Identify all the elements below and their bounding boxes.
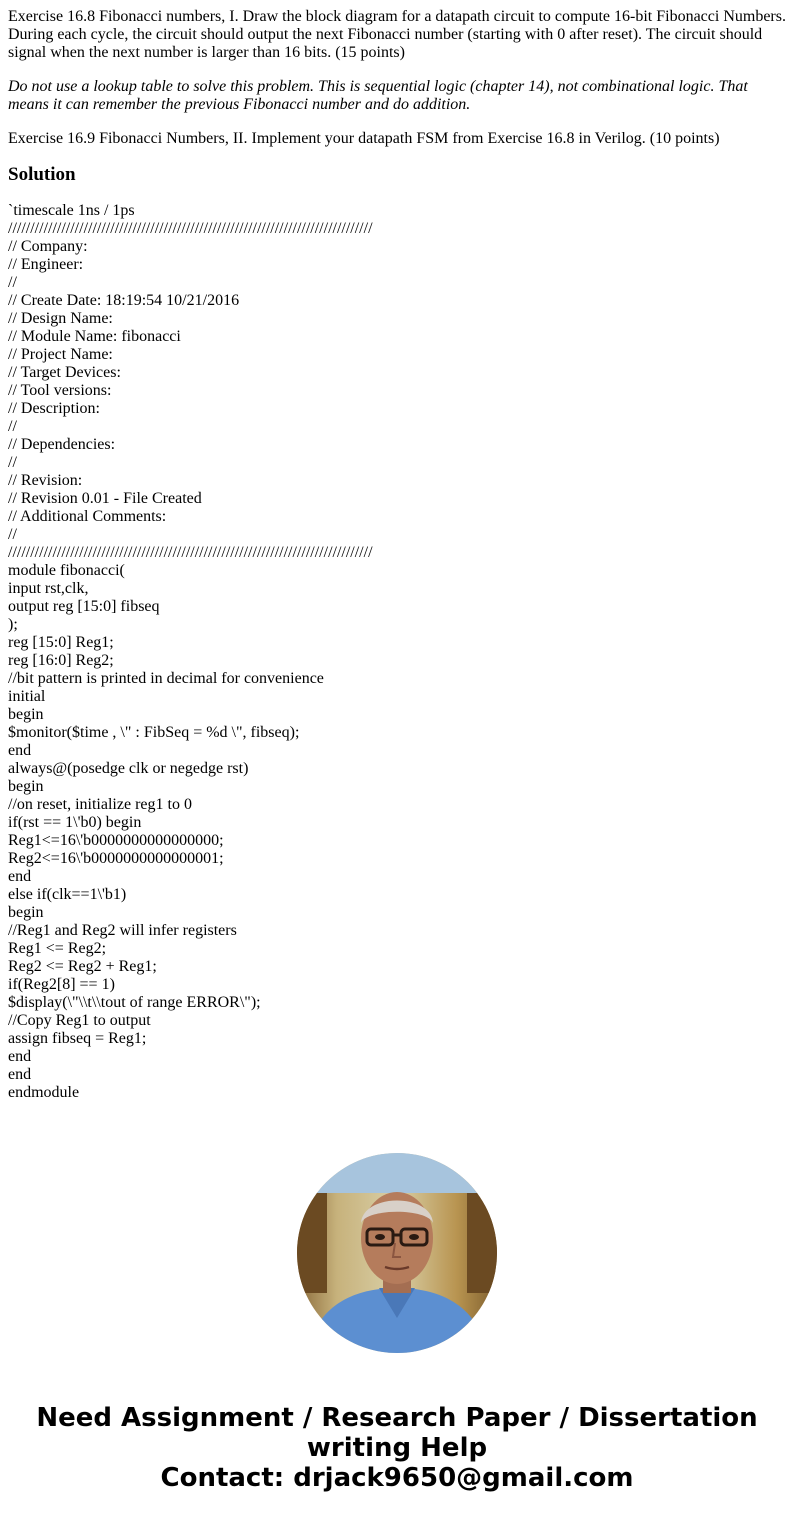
code-line: // (8, 274, 17, 291)
code-line: if(Reg2[8] == 1) (8, 976, 115, 993)
code-line: $display(\"\\t\\tout of range ERROR\"); (8, 994, 261, 1011)
footer-advertisement (0, 1403, 794, 1493)
code-line: assign fibseq = Reg1; (8, 1030, 147, 1047)
code-line: `timescale 1ns / 1ps (8, 202, 135, 219)
code-line: if(rst == 1\'b0) begin (8, 814, 142, 831)
code-line: endmodule (8, 1084, 80, 1101)
code-line: ////////////////////////////////////////////////////////////////////////////////// (8, 544, 373, 561)
code-line: // (8, 454, 17, 471)
author-photo-image (297, 1153, 497, 1353)
author-photo (297, 1153, 497, 1353)
footer-line-2: writing Help (306, 1433, 488, 1463)
footer-line-1: Need Assignment / Research Paper / Dissertation (36, 1403, 758, 1433)
code-line: // Tool versions: (8, 382, 112, 399)
code-line: end (8, 742, 32, 759)
code-line: // (8, 526, 17, 543)
exercise-note: Do not use a lookup table to solve this problem. This is sequential logic (chapter 14), not combinational logic. That means it can remember the previous Fibonacci number and do addition. (8, 78, 748, 113)
code-line: ////////////////////////////////////////////////////////////////////////////////// (8, 220, 373, 237)
code-line: // Engineer: (8, 256, 84, 273)
code-line: // Company: (8, 238, 88, 255)
exercise-16-9-text: Exercise 16.9 Fibonacci Numbers, II. Implement your datapath FSM from Exercise 16.8 in Verilog. (10 points) (8, 130, 720, 147)
code-line: input rst,clk, (8, 580, 89, 597)
solution-heading: Solution (8, 164, 76, 185)
code-line: Reg2 <= Reg2 + Reg1; (8, 958, 157, 975)
code-line: // Description: (8, 400, 100, 417)
document-content (8, 8, 788, 1102)
code-line: output reg [15:0] fibseq (8, 598, 160, 615)
code-block-body (8, 634, 788, 1102)
code-line: // Design Name: (8, 310, 113, 327)
code-line: // Dependencies: (8, 436, 116, 453)
code-line: begin (8, 904, 44, 921)
code-line: end (8, 1048, 32, 1065)
code-line: Reg1 <= Reg2; (8, 940, 107, 957)
code-line: always@(posedge clk or negedge rst) (8, 760, 249, 777)
code-line: end (8, 868, 32, 885)
code-line: // Project Name: (8, 346, 113, 363)
code-line: reg [15:0] Reg1; (8, 634, 114, 651)
code-line: // Revision: (8, 472, 83, 489)
code-line: begin (8, 706, 44, 723)
code-line: // Create Date: 18:19:54 10/21/2016 (8, 292, 240, 309)
code-line: Reg1<=16\'b0000000000000000; (8, 832, 224, 849)
footer-contact: Contact: drjack9650@gmail.com (160, 1463, 634, 1493)
code-line: module fibonacci( (8, 562, 125, 579)
exercise-16-8-text: Exercise 16.8 Fibonacci numbers, I. Draw the block diagram for a datapath circuit to compute 16-bit Fibonacci Numbers. During each cycle, the circuit should output the next Fibonacci number (starting with 0 after reset). The circuit should signal when the next number is larger than 16 bits. (15 points) (8, 8, 786, 61)
code-line: // Revision 0.01 - File Created (8, 490, 202, 507)
code-line: begin (8, 778, 44, 795)
code-line: $monitor($time , \" : FibSeq = %d \", fibseq); (8, 724, 300, 741)
code-line: else if(clk==1\'b1) (8, 886, 127, 903)
code-line: //Reg1 and Reg2 will infer registers (8, 922, 237, 939)
code-block-header (8, 202, 788, 634)
code-line: // Module Name: fibonacci (8, 328, 181, 345)
code-line: //Copy Reg1 to output (8, 1012, 151, 1029)
code-line: Reg2<=16\'b0000000000000001; (8, 850, 224, 867)
code-line: initial (8, 688, 46, 705)
code-line: // Additional Comments: (8, 508, 167, 525)
code-line: end (8, 1066, 32, 1083)
code-line: // Target Devices: (8, 364, 121, 381)
code-line: ); (8, 616, 18, 633)
code-line: // (8, 418, 17, 435)
code-line: //bit pattern is printed in decimal for convenience (8, 670, 324, 687)
code-line: reg [16:0] Reg2; (8, 652, 114, 669)
code-line: //on reset, initialize reg1 to 0 (8, 796, 192, 813)
